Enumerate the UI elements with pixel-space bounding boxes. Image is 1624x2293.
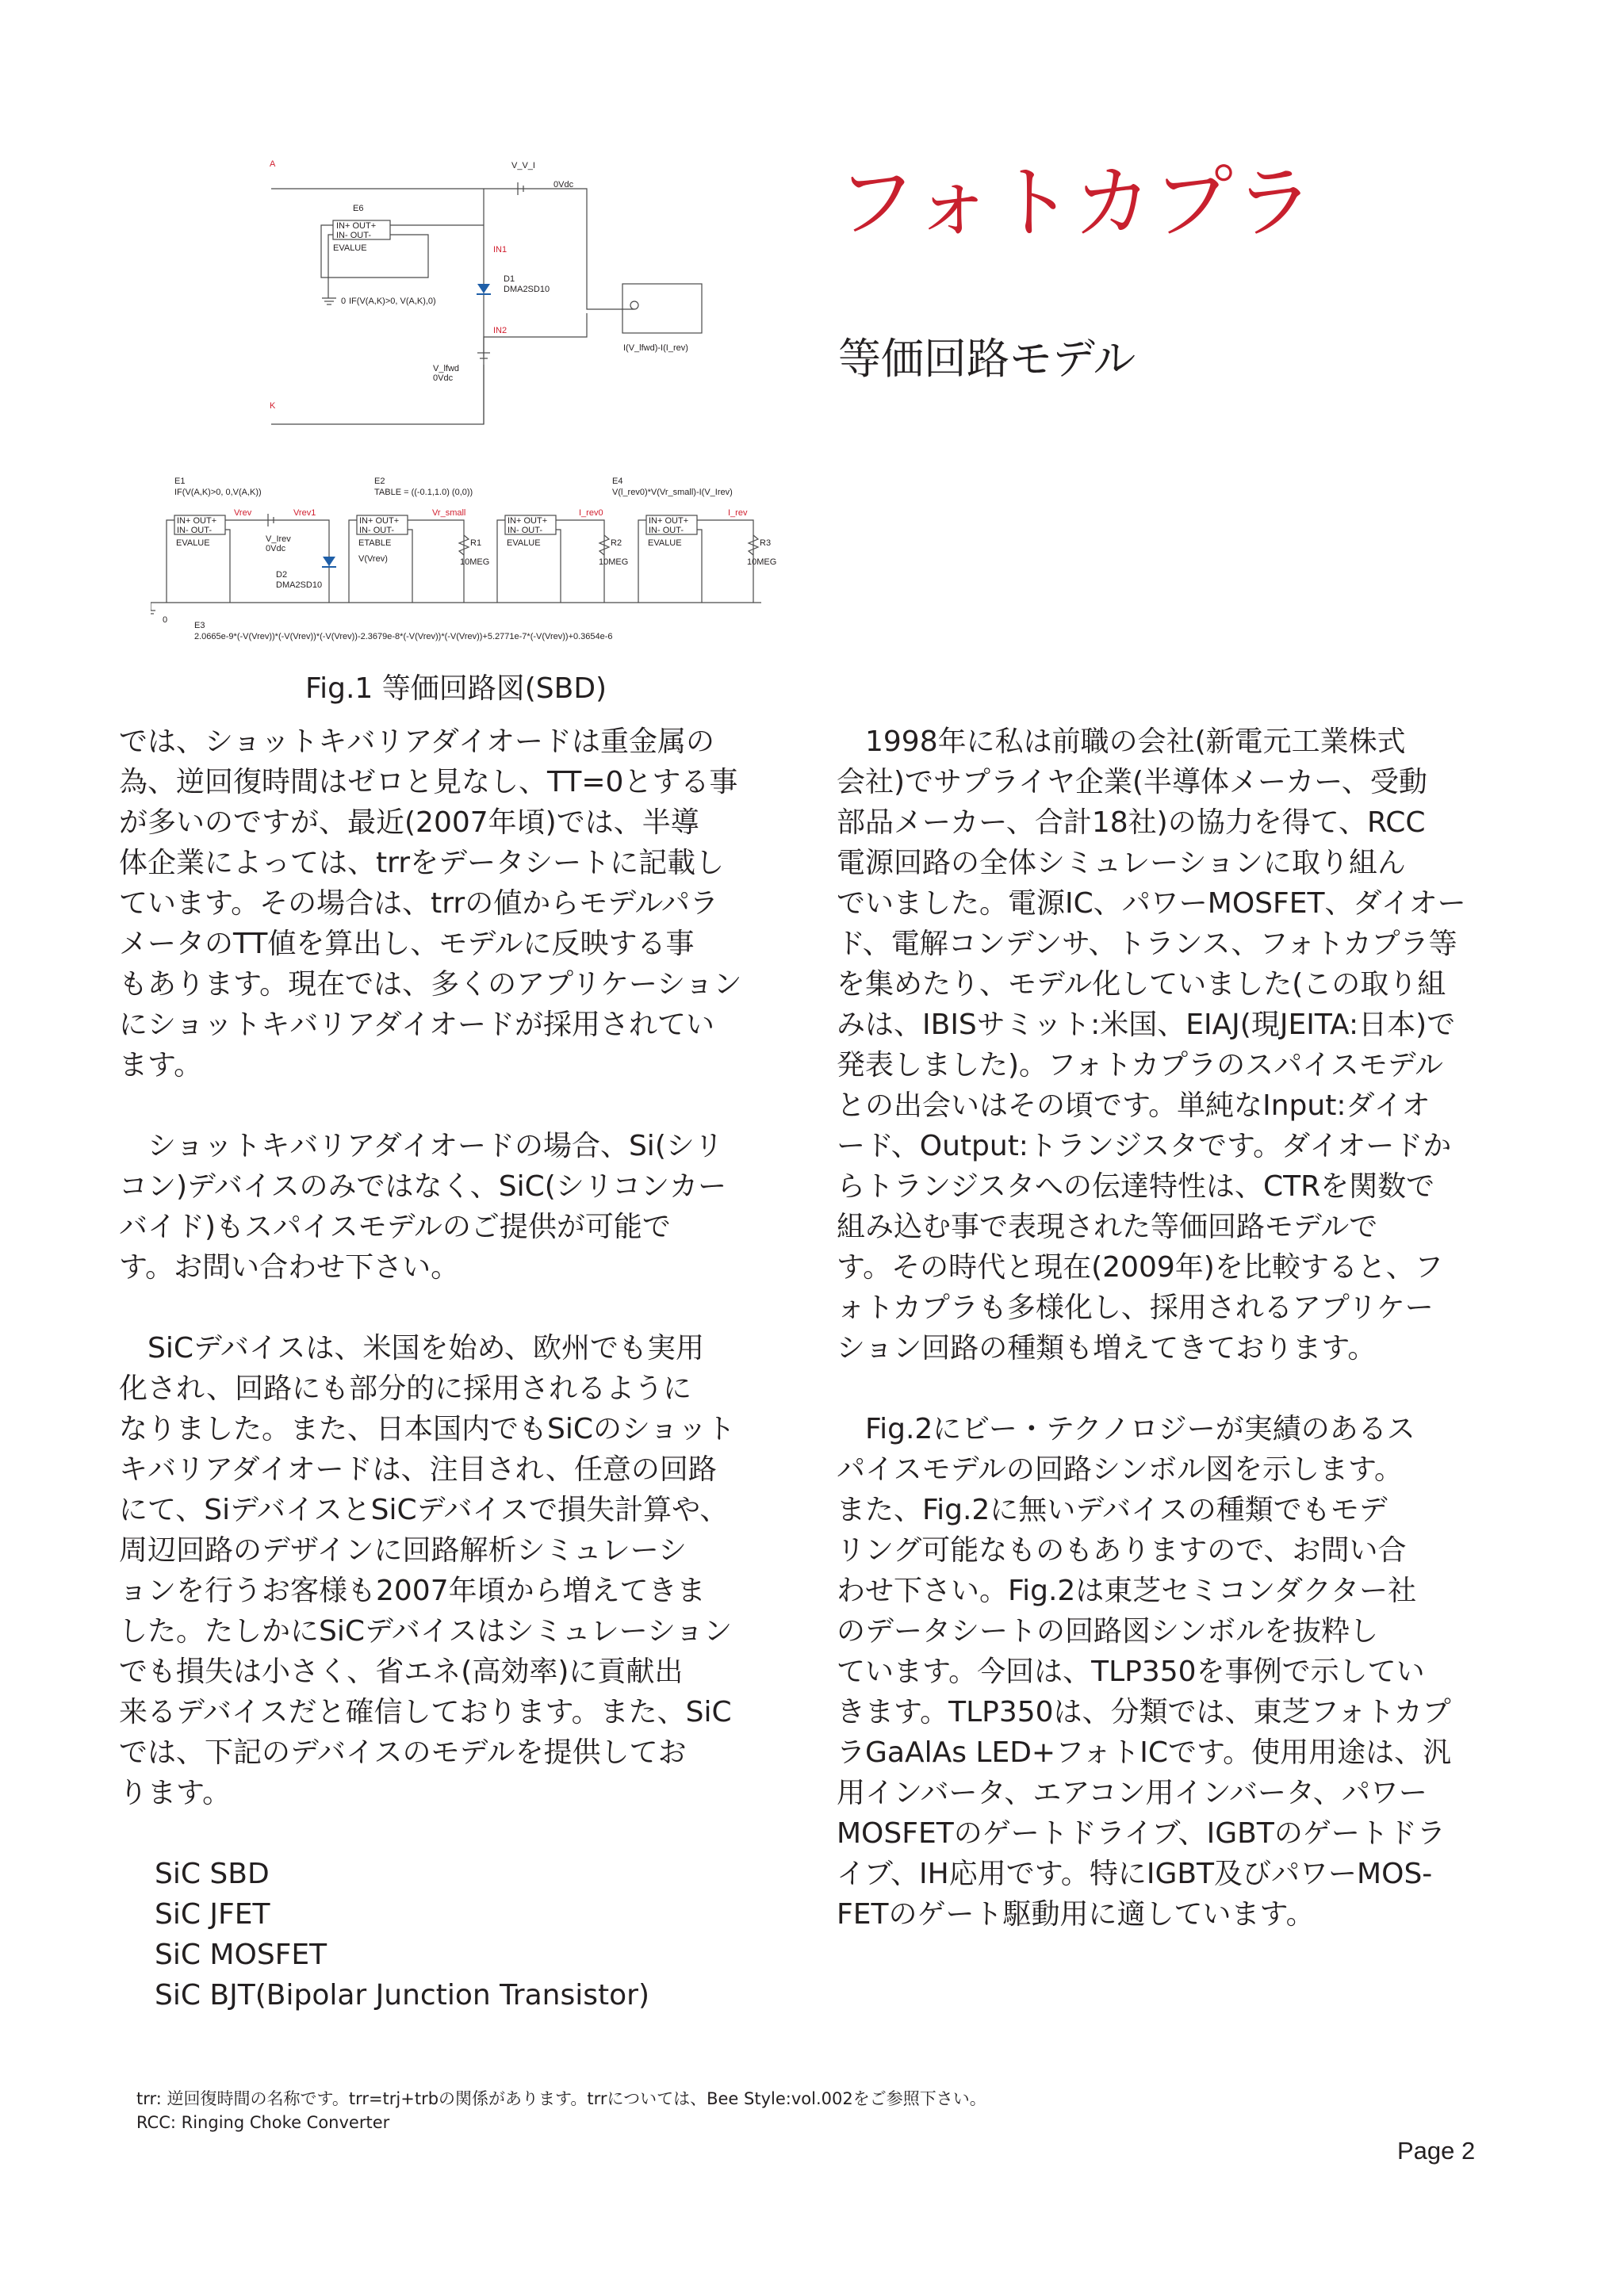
left-paragraph-1: では、ショットキバリアダイオードは重金属の 為、逆回復時間はゼロと見なし、TT=0とする事 が多いのですが、最近(2007年頃)では、半導 体企業によっては、trrをデータシートに記載し ています。その場合は、trrの値からモデルパラ メータのTT値を算出し、モデルに反映する事 もあります。現在では、多くのアプリケーション にショットキバリアダイオードが採用されてい ます。 [119, 725, 742, 1081]
list-item: SiC JFET [155, 1898, 270, 1931]
footnote-rcc: RCC: Ringing Choke Converter [136, 2113, 390, 2132]
page-number: Page 2 [1397, 2137, 1476, 2165]
e4-in-out-plus: IN+ OUT+ [508, 516, 548, 526]
e5-in-out-plus: IN+ OUT+ [649, 516, 689, 526]
left-paragraph-3: SiCデバイスは、米国を始め、欧州でも実用 化され、回路にも部分的に採用されるように なりました。また、日本国内でもSiCのショット キバリアダイオードは、注目され、任意の回路 にて、SiデバイスとSiCデバイスで損失計算や、 周辺回路のデザインに回路解析シミュレーシ ョンを行うお客様も2007年頃から増えてきま した。たしかにSiCデバイスはシミュレーション でも損失は小さく、省エネ(高効率)に貢献出 来るデバイスだと確信しております。また、SiC では、下記のデバイスのモデルを提供してお ります。 [119, 1332, 736, 1809]
r1-value: 10MEG [460, 557, 490, 567]
e6-evalue: EVALUE [333, 243, 367, 253]
e5-evalue: EVALUE [648, 538, 682, 548]
right-paragraph-2: Fig.2にビー・テクノロジーが実績のあるス パイスモデルの回路シンボル図を示します。 また、Fig.2に無いデバイスの種類でもモデ リング可能なものもありますので、お問い合 わせ下さい。Fig.2は東芝セミコンダクター社 のデータシートの回路図シンボルを抜粋し ています。今回は、TLP350を事例で示してい きます。TLP350は、分類では、東芝フォトカプ ラGaAlAs LED+フォトICです。使用用途は、汎 用インバータ、エアコン用インバータ、パワー MOSFETのゲートドライブ、IGBTのゲートドラ イブ、IH応用です。特にIGBT及びパワーMOS- FETのゲート駆動用に適しています。 [837, 1413, 1452, 1931]
r1-label: R1 [470, 538, 482, 548]
e6-expression: IF(V(A,K)>0, V(A,K),0) [349, 297, 436, 306]
e2-etable: ETABLE [358, 538, 392, 548]
d1-model: DMA2SD10 [504, 285, 550, 294]
e5-in-out-minus: IN- OUT- [649, 526, 684, 535]
e1-label: E1 [174, 477, 186, 486]
v-vi-label: V_V_I [511, 161, 535, 170]
in1-label: IN1 [493, 245, 508, 255]
e4-label: E4 [612, 477, 623, 486]
v-irev-value: 0Vdc [266, 544, 286, 553]
e3-expression: 2.0665e-9*(-V(Vrev))*(-V(Vrev))*(-V(Vrev))-2.3679e-8*(-V(Vrev))*(-V(Vrev))+5.2771e-7*(-V(Vrev))+0.3654e-6 [194, 632, 613, 641]
equivalent-circuit-diagram [151, 143, 817, 658]
v-vi-value: 0Vdc [553, 180, 574, 189]
footnote-trr: trr: 逆回復時間の名称です。trr=trj+trbの関係があります。trrについては、Bee Style:vol.002をご参照下さい。 [136, 2089, 986, 2108]
right-column [837, 722, 1534, 1935]
i-rev0-label: I_rev0 [579, 508, 603, 518]
e6-label: E6 [353, 204, 364, 213]
r3-value: 10MEG [747, 557, 777, 567]
current-expression: I(V_lfwd)-I(I_rev) [623, 343, 688, 353]
list-item: SiC MOSFET [155, 1939, 327, 1971]
right-paragraph-1: 1998年に私は前職の会社(新電元工業株式 会社)でサプライヤ企業(半導体メーカー、受動 部品メーカー、合計18社)の協力を得て、RCC 電源回路の全体シミュレーションに取り組ん でいました。電源IC、パワーMOSFET、ダイオー ド、電解コンデンサ、トランス、フォトカプラ等 を集めたり、モデル化していました(この取り組 みは、IBISサミット:米国、EIAJ(現JEITA:日本)で 発表しました)。フォトカプラのスパイスモデル との出会いはその頃です。単純なInput:ダイオ ード、Output:トランジスタです。ダイオードか らトランジスタへの伝達特性は、CTRを関数で 組み込む事で表現された等価回路モデルで す。その時代と現在(2009年)を比較すると、フ ォトカプラも多様化し、採用されるアプリケー ション回路の種類も増えてきております。 [837, 725, 1466, 1365]
r3-label: R3 [760, 538, 772, 548]
e2-in-out-plus: IN+ OUT+ [359, 516, 400, 526]
e4-evalue: EVALUE [507, 538, 541, 548]
left-paragraph-2: ショットキバリアダイオードの場合、Si(シリ コン)デバイスのみではなく、SiC(シリコンカー バイド)もスパイスモデルのご提供が可能で す。お問い合わせ下さい。 [119, 1130, 727, 1284]
ground-label-bottom: 0 [163, 615, 168, 625]
r2-value: 10MEG [599, 557, 629, 567]
in2-label: IN2 [493, 326, 508, 335]
e2-expression: TABLE = ((-0.1,1.0) (0,0)) [374, 488, 473, 497]
etable-expression: V(Vrev) [358, 554, 388, 564]
v-irev-label: V_Irev [266, 534, 291, 544]
vrev-label: Vrev [234, 508, 252, 518]
vrev1-label: Vrev1 [293, 508, 316, 518]
r2-label: R2 [611, 538, 622, 548]
v-ifwd-value: 0Vdc [433, 373, 454, 383]
d2-model: DMA2SD10 [276, 580, 323, 590]
sic-device-list [119, 1854, 817, 2015]
e4-expression: V(l_rev0)*V(Vr_small)-I(V_Irev) [612, 488, 733, 497]
list-item: SiC BJT(Bipolar Junction Transistor) [155, 1979, 649, 2012]
page-title: フォトカプラ [837, 156, 1316, 249]
v-ifwd-label: V_lfwd [433, 364, 460, 373]
e1-evalue: EVALUE [176, 538, 210, 548]
e3-label: E3 [194, 621, 205, 630]
e6-in-out-plus: IN+ OUT+ [336, 221, 377, 231]
node-k-label: K [270, 401, 276, 411]
d2-label: D2 [276, 570, 288, 580]
e1-expression: IF(V(A,K)>0, 0,V(A,K)) [174, 488, 262, 497]
e6-in-out-minus: IN- OUT- [336, 231, 371, 240]
list-item: SiC SBD [155, 1858, 270, 1890]
footnotes [136, 2087, 986, 2134]
page-subtitle: 等価回路モデル [838, 334, 1136, 384]
e4-in-out-minus: IN- OUT- [508, 526, 542, 535]
i-rev-label: I_rev [728, 508, 748, 518]
d1-label: D1 [504, 274, 515, 284]
left-column [119, 722, 817, 2015]
e1-in-out-plus: IN+ OUT+ [177, 516, 217, 526]
figure-caption: Fig.1 等価回路図(SBD) [305, 672, 607, 705]
e2-label: E2 [374, 477, 385, 486]
ground-label: 0 [341, 297, 347, 306]
node-a-label: A [270, 159, 276, 169]
e1-in-out-minus: IN- OUT- [177, 526, 212, 535]
vr-small-label: Vr_small [432, 508, 466, 518]
e2-in-out-minus: IN- OUT- [359, 526, 394, 535]
